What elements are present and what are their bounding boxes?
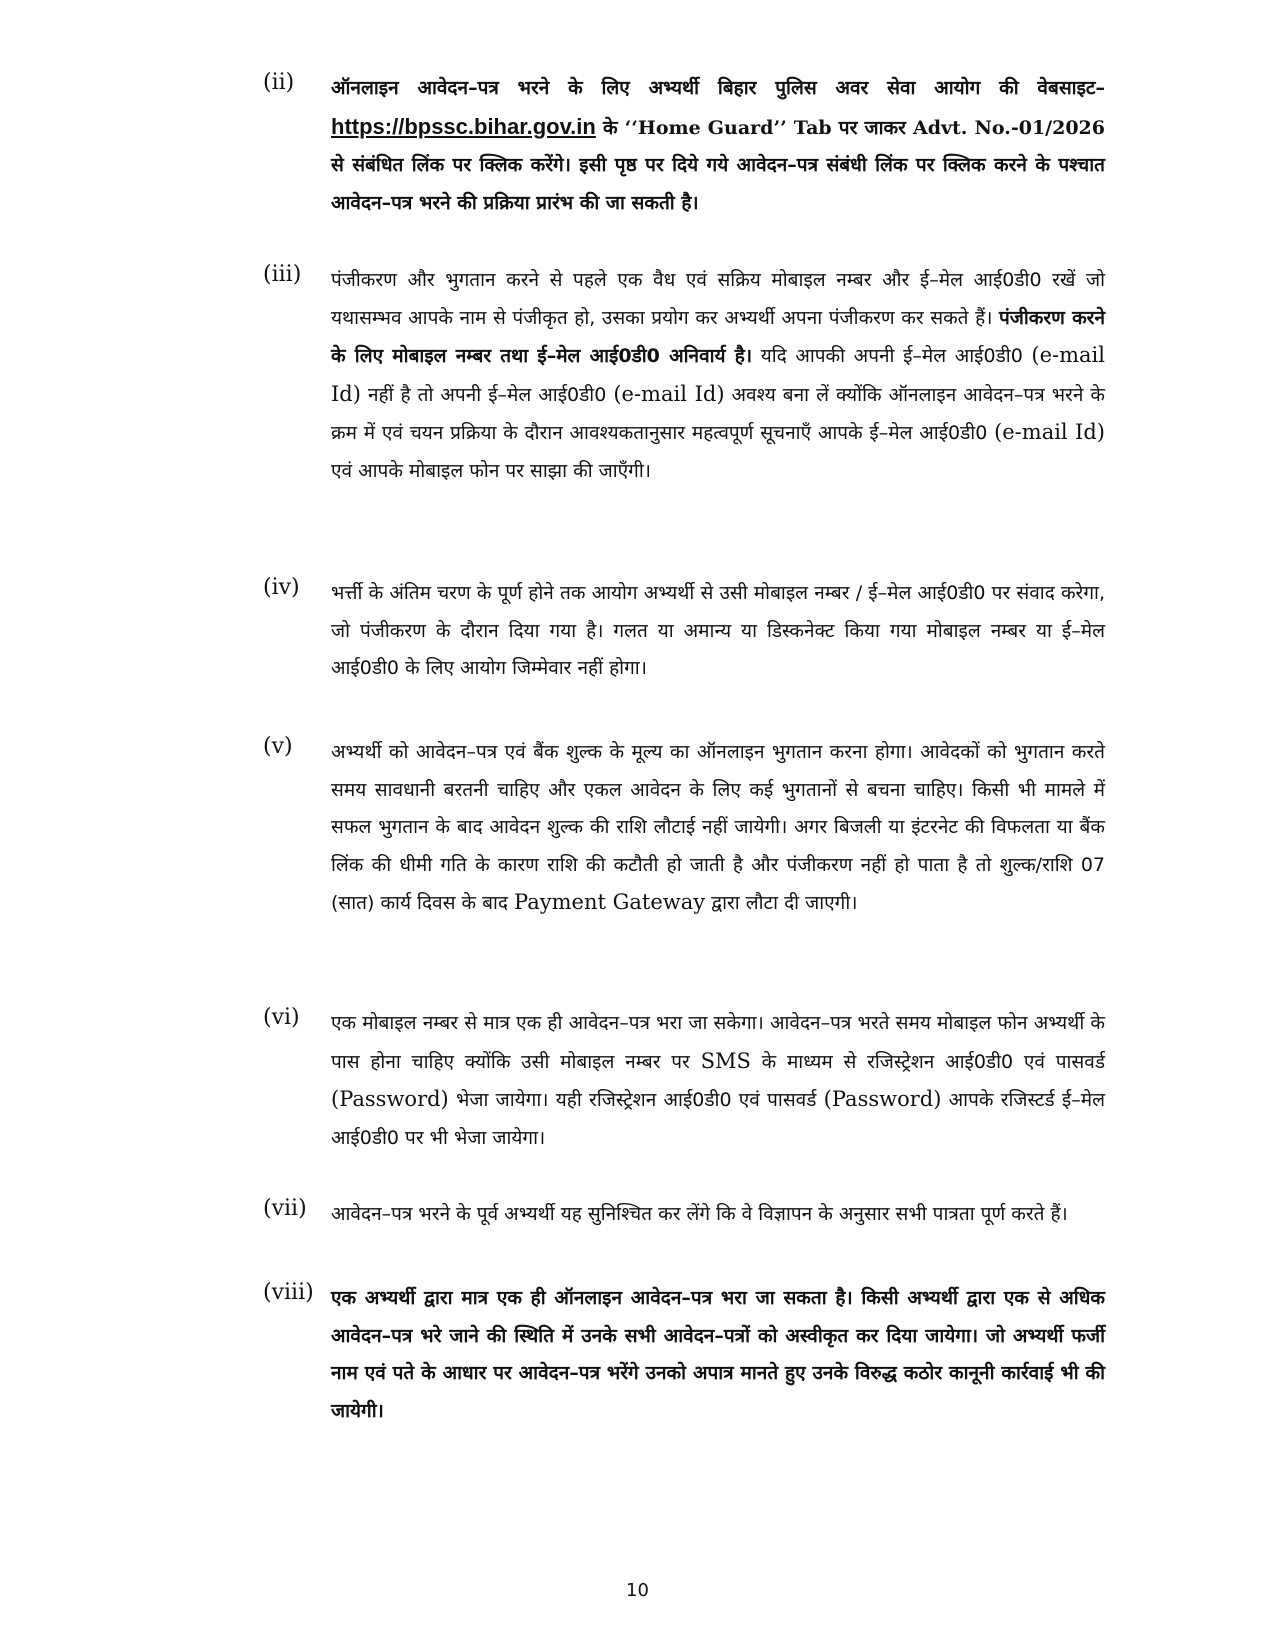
text-run: आवेदन–पत्र भरने के पूर्व अभ्यर्थी यह सुनिश्चित कर लेंगे कि वे विज्ञापन के अनुसार सभी पात्रता पूर्ण करते हैं। [331, 1203, 1068, 1225]
text-run: ऑनलाइन आवेदन–पत्र भरने के लिए अभ्यर्थी बिहार पुलिस अवर सेवा आयोग की वेबसाइट– [331, 77, 1105, 99]
text-run: (Password) [823, 1087, 942, 1111]
item-text [331, 734, 1105, 923]
item-number: (iv) [263, 575, 300, 600]
text-run: द्वारा लौटा दी जाएगी। [705, 892, 858, 914]
text-run: आपके रजिस्टर्ड ई–मेल आई0डी0 पर भी भेजा जायेगा। [331, 1089, 1105, 1149]
text-run: एक मोबाइल नम्बर से मात्र एक ही आवेदन–पत्र भरा जा सकेगा। आवेदन–पत्र भरते समय मोबाइल फोन अभ्यर्थी के पास होना चाहिए क्योंकि उसी मोबाइल नम्बर पर [331, 1012, 1105, 1073]
text-run: अवश्य बना लें क्योंकि ऑनलाइन आवेदन–पत्र भरने के क्रम में एवं चयन प्रक्रिया के दौरान आवश्यकतानुसार महत्वपूर्ण सूचनाएँ आपके ई–मेल आई0डी0 [331, 383, 1105, 444]
item-number: (viii) [263, 1280, 314, 1305]
text-run: एक अभ्यर्थी द्वारा मात्र एक ही ऑनलाइन आवेदन–पत्र भरा जा सकता है। किसी अभ्यर्थी द्वारा एक से अधिक आवेदन–पत्र भरे जाने की स्थिति में उनके सभी आवेदन–पत्रों को अस्वीकृत कर दिया जायेगा। जो अभ्यर्थी फर्जी नाम एवं पते के आधार पर आवेदन–पत्र भरेंगे उनको अपात्र मानते हुए उनके विरुद्ध कठोर कानूनी कार्रवाई भी की जायेगी। [331, 1287, 1105, 1422]
list-item-viii [263, 1280, 1105, 1430]
item-number: (v) [263, 734, 293, 759]
text-run: SMS [700, 1048, 751, 1073]
list-item-vi [263, 1005, 1105, 1157]
text-run: पंजीकरण करने के लिए मोबाइल नम्बर तथा ई–मेल आई0डी0 अनिवार्य है। [331, 306, 1105, 367]
website-link[interactable]: https://bpssc.bihar.gov.in [331, 113, 596, 139]
list-item-iv [263, 575, 1105, 688]
list-item-iii [263, 262, 1105, 490]
text-run: भेजा जायेगा। यही रजिस्ट्रेशन आई0डी0 एवं पासवर्ड [448, 1089, 824, 1111]
text-run: (e-mail Id) [331, 343, 1105, 406]
item-number: (vi) [263, 1005, 300, 1030]
text-run: यदि आपकी अपनी ई–मेल आई0डी0 [752, 345, 1032, 367]
text-run: के [595, 116, 625, 139]
text-run: नहीं है तो अपनी ई–मेल आई0डी0 [360, 383, 614, 406]
text-run: भर्त्ती के अंतिम चरण के पूर्ण होने तक आयोग अभ्यर्थी से उसी मोबाइल नम्बर / ई–मेल आई0डी0 पर संवाद करेगा, जो पंजीकरण के दौरान दिया गया है। गलत या अमान्य या डिस्कनेक्ट किया गया मोबाइल नम्बर या ई–मेल आई0डी0 के लिए आयोग जिम्मेवार नहीं होगा। [331, 582, 1105, 679]
item-text [331, 70, 1105, 222]
text-run: से संबंधित लिंक पर क्लिक करेंगे। इसी पृष्ठ पर दिये गये आवेदन–पत्र संबंधी लिंक पर क्लिक करने के पश्चात आवेदन–पत्र भरने की प्रक्रिया प्रारंभ की जा सकती है। [331, 154, 1105, 214]
item-text [331, 1196, 1105, 1234]
text-run: पंजीकरण और भुगतान करने से पहले एक वैध एवं सक्रिय मोबाइल नम्बर और ई–मेल आई0डी0 रखें जो यथासम्भव आपके नाम से पंजीकृत हो, उसका प्रयोग कर अभ्यर्थी अपना पंजीकरण कर सकते हैं। [331, 269, 1105, 329]
text-run: (e-mail Id) [994, 420, 1105, 444]
item-number: (vii) [263, 1196, 307, 1221]
text-run: (Password) [331, 1087, 449, 1111]
item-text [331, 1005, 1105, 1157]
page-number: 10 [626, 1580, 649, 1601]
text-run: Payment Gateway [514, 890, 706, 914]
item-text [331, 262, 1105, 490]
list-item-ii [263, 70, 1105, 222]
text-run: अभ्यर्थी को आवेदन–पत्र एवं बैंक शुल्क के मूल्य का ऑनलाइन भुगतान करना होगा। आवेदकों को भुगतान करते समय सावधानी बरतनी चाहिए और एकल आवेदन के लिए कई भुगतानों से बचना चाहिए। किसी भी मामले में सफल भुगतान के बाद आवेदन शुल्क की राशि लौटाई नहीं जायेगी। अगर बिजली या इंटरनेट की विफलता या बैंक लिंक की धीमी गति के कारण राशि की कटौती हो जाती है और पंजीकरण नहीं हो पाता है तो शुल्क/राशि 07 (सात) कार्य दिवस के बाद [331, 741, 1105, 914]
item-number: (ii) [263, 70, 295, 95]
list-item-v [263, 734, 1105, 923]
item-text [331, 575, 1105, 688]
item-number: (iii) [263, 262, 302, 287]
text-run: एवं आपके मोबाइल फोन पर साझा की जाएँगी। [331, 459, 652, 482]
item-text [331, 1280, 1105, 1430]
text-run: (e-mail Id) [613, 381, 725, 406]
text-run: ‘‘Home Guard’’ Tab पर जाकर Advt. No.-01/2026 [624, 116, 1105, 139]
list-item-vii [263, 1196, 1105, 1234]
text-run: के माध्यम से रजिस्ट्रेशन आई0डी0 एवं पासवर्ड [750, 1050, 1105, 1073]
